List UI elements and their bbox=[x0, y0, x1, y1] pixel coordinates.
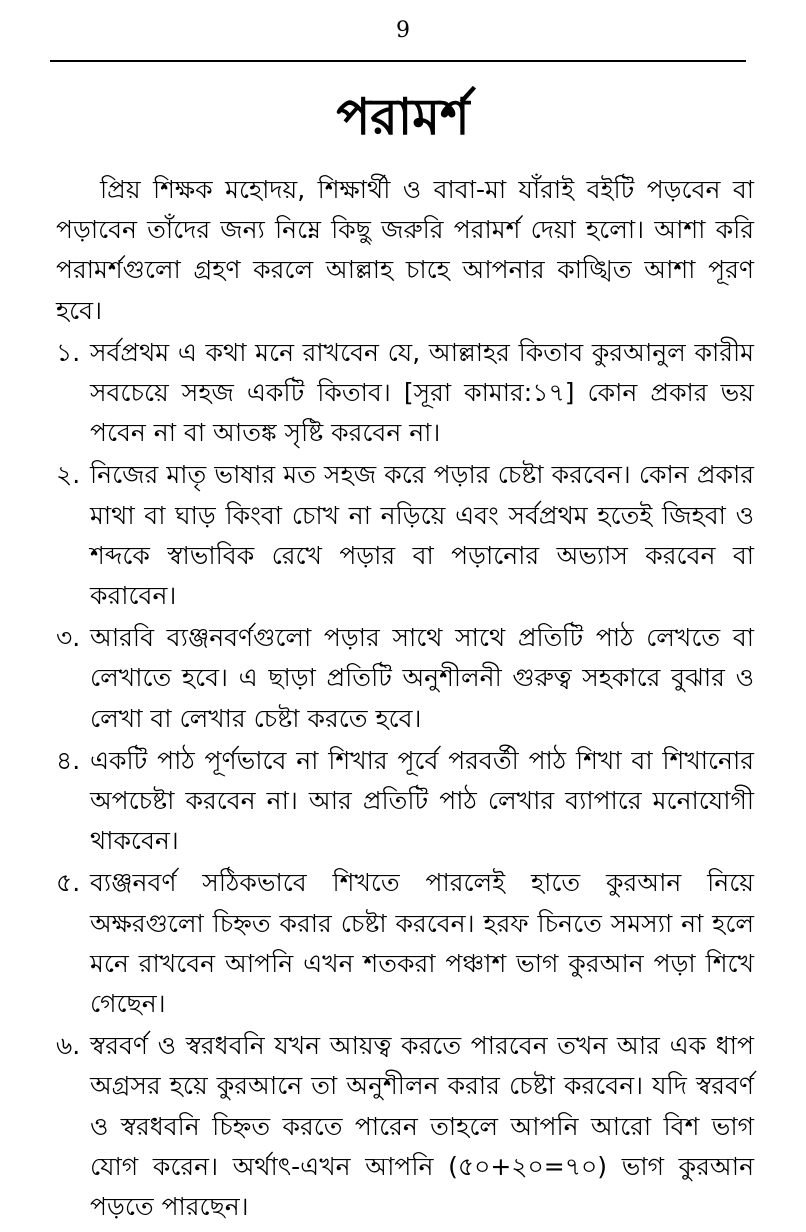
item-text: নিজের মাতৃ ভাষার মত সহজ করে পড়ার চেষ্টা করবেন। কোন প্রকার মাথা বা ঘাড় কিংবা চোখ না নড়িয়ে এবং সর্বপ্রথম হতেই জিহবা ও শব্দকে স্বাভাবিক রেখে পড়ার বা পড়ানোর অভ্যাস করবেন বা করাবেন। bbox=[90, 460, 754, 611]
page-title: পরামর্শ bbox=[336, 88, 470, 146]
item-number: ৪. bbox=[56, 745, 81, 775]
item-text: স্বরবর্ণ ও স্বরধবনি যখন আয়ত্ব করতে পারবেন তখন আর এক ধাপ অগ্রসর হয়ে কুরআনে তা অনুশীলন করার চেষ্টা করবেন। যদি স্বরবর্ণ ও স্বরধবনি চিহ্নত করতে পারেন তাহলে আপনি আরো বিশ ভাগ যোগ করেন। অর্থাৎ-এখন আপনি (৫০+২০=৭০) ভাগ কুরআন পড়তে পারছেন। bbox=[90, 1031, 754, 1222]
intro-paragraph: প্রিয় শিক্ষক মহোদয়, শিক্ষার্থী ও বাবা-মা যাঁরাই বইটি পড়বেন বা পড়াবেন তাঁদের জন্য নিম্নে কিছু জরুরি পরামর্শ দেয়া হলো। আশা করি পরামর্শগুলো গ্রহণ করলে আল্লাহ চাহে আপনার কাঙ্খিত আশা পূরণ হবে। bbox=[56, 175, 754, 325]
list-item bbox=[56, 1026, 754, 1227]
item-number: ৫. bbox=[56, 868, 81, 898]
list-item bbox=[56, 618, 754, 739]
item-text: আরবি ব্যঞ্জনবর্ণগুলো পড়ার সাথে সাথে প্রতিটি পাঠ লেখতে বা লেখাতে হবে। এ ছাড়া প্রতিটি অনুশীলনী গুরুত্ব সহকারে বুঝার ও লেখা বা লেখার চেষ্টা করতে হবে। bbox=[90, 623, 754, 733]
list-item bbox=[56, 333, 754, 454]
item-number: ১. bbox=[56, 337, 81, 367]
item-text: ব্যঞ্জনবর্ণ সঠিকভাবে শিখতে পারলেই হাতে কুরআন নিয়ে অক্ষরগুলো চিহ্নত করার চেষ্টা করবেন। হরফ চিনতে সমস্যা না হলে মনে রাখবেন আপনি এখন শতকরা পঞ্চাশ ভাগ কুরআন পড়া শিখে গেছেন। bbox=[90, 868, 754, 1019]
list-item bbox=[56, 455, 754, 616]
advice-content bbox=[56, 170, 754, 1229]
item-text: সর্বপ্রথম এ কথা মনে রাখবেন যে, আল্লাহর কিতাব কুরআনুল কারীম সবচেয়ে সহজ একটি কিতাব। [সূরা কামার:১৭] কোন প্রকার ভয় পবেন না বা আতঙ্ক সৃষ্টি করবেন না। bbox=[90, 337, 754, 448]
list-item bbox=[56, 741, 754, 862]
item-number: ২. bbox=[56, 460, 81, 490]
item-text: একটি পাঠ পূর্ণভাবে না শিখার পূর্বে পরবর্তী পাঠ শিখা বা শিখানোর অপচেষ্টা করবেন না। আর প্রতিটি পাঠ লেখার ব্যাপারে মনোযোগী থাকবেন। bbox=[90, 745, 754, 856]
header-rule bbox=[50, 60, 746, 62]
item-number: ৩. bbox=[56, 623, 81, 653]
page-number: 9 bbox=[396, 18, 410, 43]
item-number: ৬. bbox=[56, 1031, 81, 1061]
list-item bbox=[56, 863, 754, 1024]
